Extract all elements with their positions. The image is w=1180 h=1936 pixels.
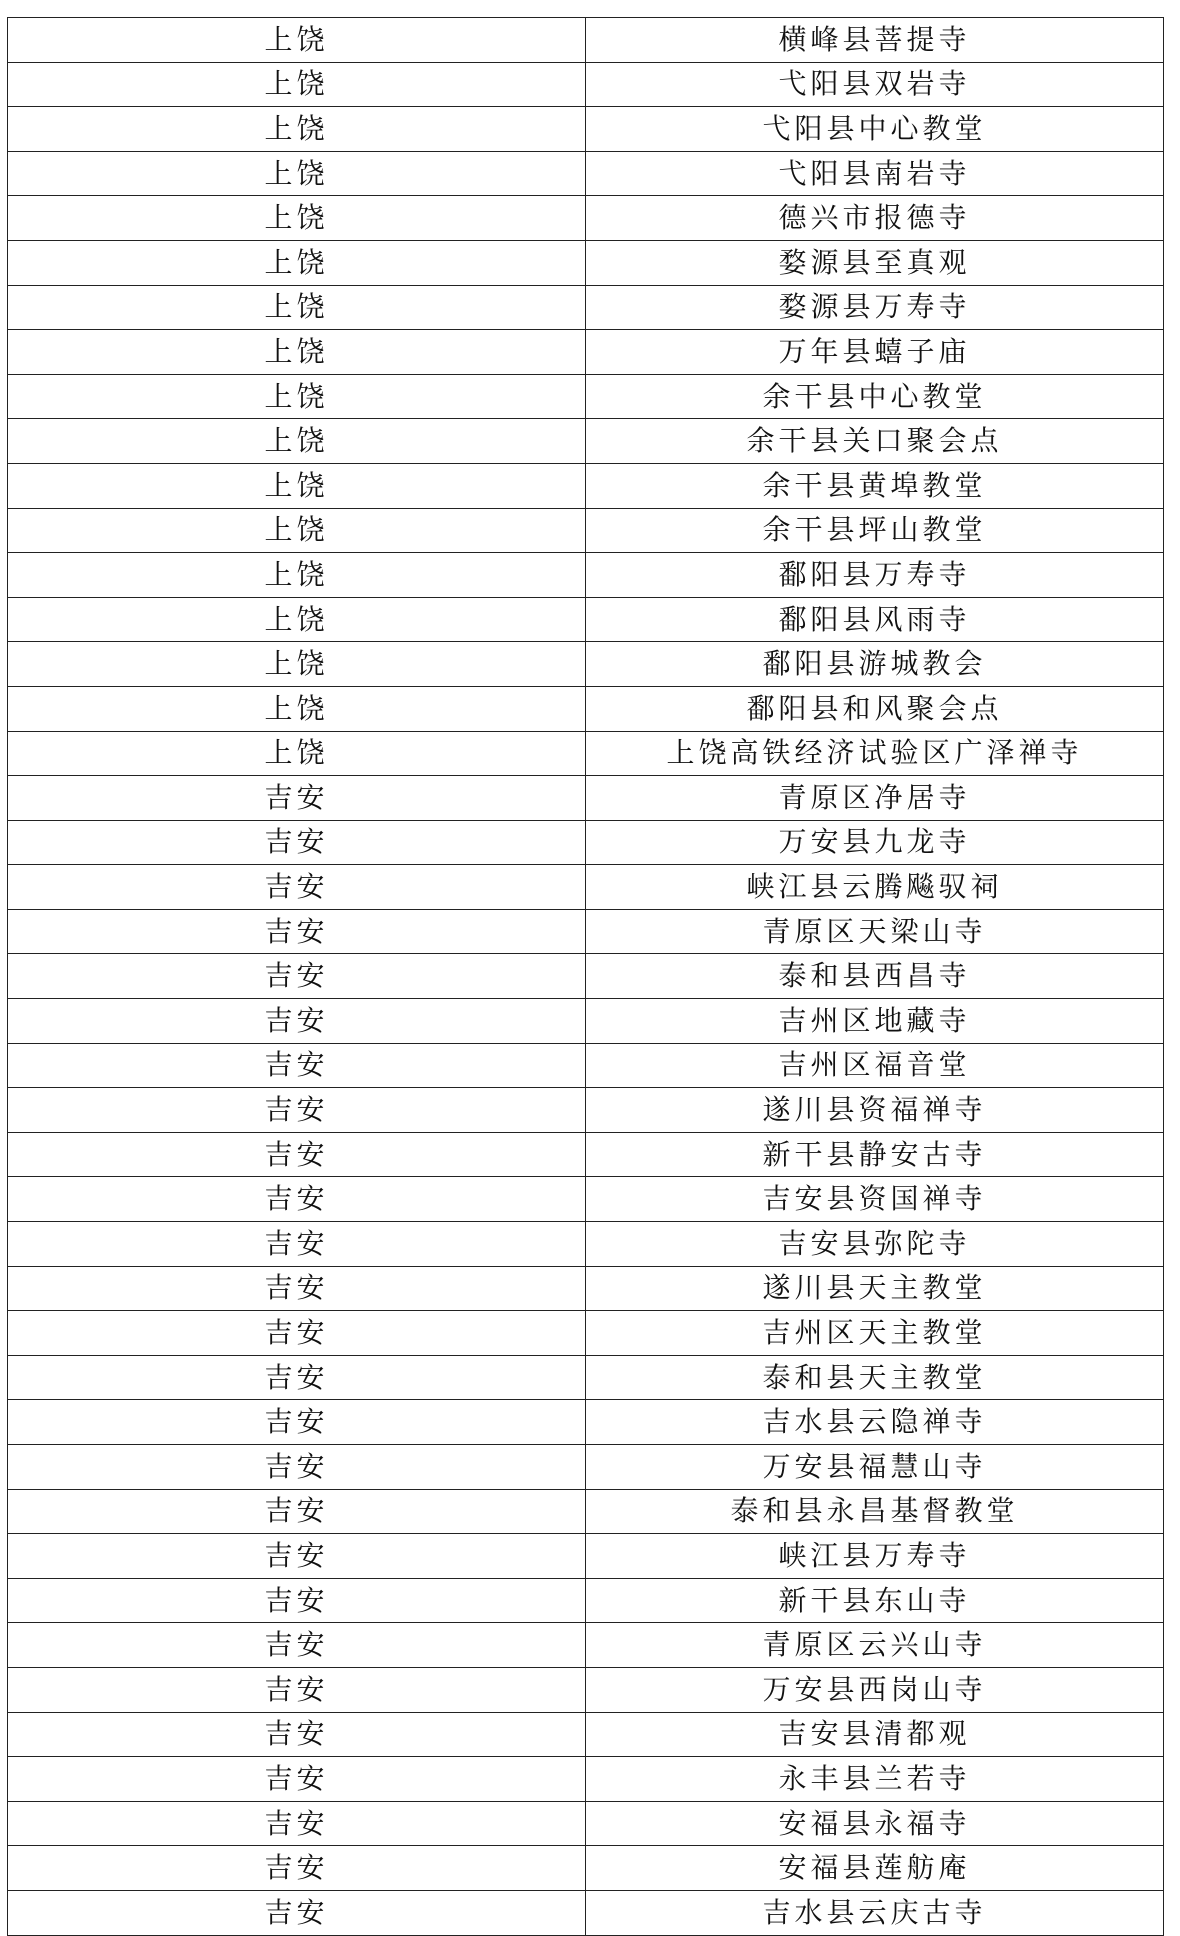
city-cell: 上饶 bbox=[8, 463, 586, 508]
place-cell: 吉州区福音堂 bbox=[586, 1043, 1164, 1088]
place-cell: 鄱阳县风雨寺 bbox=[586, 597, 1164, 642]
table-row bbox=[8, 1578, 1164, 1623]
place-cell: 泰和县天主教堂 bbox=[586, 1355, 1164, 1400]
table-row bbox=[8, 508, 1164, 553]
city-cell: 上饶 bbox=[8, 508, 586, 553]
table-row bbox=[8, 330, 1164, 375]
table-row bbox=[8, 954, 1164, 999]
table-row bbox=[8, 1311, 1164, 1356]
table-row bbox=[8, 1489, 1164, 1534]
table-row bbox=[8, 1667, 1164, 1712]
city-cell: 吉安 bbox=[8, 776, 586, 821]
place-cell: 永丰县兰若寺 bbox=[586, 1757, 1164, 1802]
table-row bbox=[8, 1088, 1164, 1133]
table-row bbox=[8, 1043, 1164, 1088]
place-cell: 鄱阳县万寿寺 bbox=[586, 553, 1164, 598]
place-cell: 吉安县弥陀寺 bbox=[586, 1222, 1164, 1267]
place-cell: 吉水县云隐禅寺 bbox=[586, 1400, 1164, 1445]
table-row bbox=[8, 285, 1164, 330]
city-cell: 上饶 bbox=[8, 731, 586, 776]
place-cell: 峡江县云腾飚驭祠 bbox=[586, 865, 1164, 910]
city-cell: 吉安 bbox=[8, 1311, 586, 1356]
table-row bbox=[8, 196, 1164, 241]
place-cell: 鄱阳县游城教会 bbox=[586, 642, 1164, 687]
city-cell: 吉安 bbox=[8, 1534, 586, 1579]
city-cell: 吉安 bbox=[8, 820, 586, 865]
city-cell: 上饶 bbox=[8, 151, 586, 196]
table-row bbox=[8, 1623, 1164, 1668]
place-cell: 新干县静安古寺 bbox=[586, 1132, 1164, 1177]
table-row bbox=[8, 642, 1164, 687]
place-cell: 横峰县菩提寺 bbox=[586, 18, 1164, 63]
city-cell: 吉安 bbox=[8, 865, 586, 910]
place-cell: 安福县永福寺 bbox=[586, 1801, 1164, 1846]
place-cell: 吉州区天主教堂 bbox=[586, 1311, 1164, 1356]
table-row bbox=[8, 999, 1164, 1044]
place-cell: 吉安县清都观 bbox=[586, 1712, 1164, 1757]
place-cell: 婺源县万寿寺 bbox=[586, 285, 1164, 330]
place-cell: 德兴市报德寺 bbox=[586, 196, 1164, 241]
place-cell: 上饶高铁经济试验区广泽禅寺 bbox=[586, 731, 1164, 776]
table-row bbox=[8, 374, 1164, 419]
table-row bbox=[8, 820, 1164, 865]
city-cell: 吉安 bbox=[8, 1890, 586, 1935]
city-cell: 吉安 bbox=[8, 1757, 586, 1802]
table-row bbox=[8, 1266, 1164, 1311]
city-cell: 吉安 bbox=[8, 1132, 586, 1177]
city-cell: 吉安 bbox=[8, 1489, 586, 1534]
table-row bbox=[8, 1400, 1164, 1445]
table-row bbox=[8, 686, 1164, 731]
table-row bbox=[8, 597, 1164, 642]
place-cell: 泰和县永昌基督教堂 bbox=[586, 1489, 1164, 1534]
place-cell: 青原区天梁山寺 bbox=[586, 909, 1164, 954]
city-cell: 上饶 bbox=[8, 330, 586, 375]
city-cell: 上饶 bbox=[8, 18, 586, 63]
city-cell: 吉安 bbox=[8, 1088, 586, 1133]
place-cell: 万安县福慧山寺 bbox=[586, 1445, 1164, 1490]
place-cell: 万安县九龙寺 bbox=[586, 820, 1164, 865]
place-cell: 安福县莲舫庵 bbox=[586, 1846, 1164, 1891]
city-cell: 吉安 bbox=[8, 1266, 586, 1311]
table-row bbox=[8, 776, 1164, 821]
city-cell: 上饶 bbox=[8, 419, 586, 464]
place-cell: 弋阳县双岩寺 bbox=[586, 62, 1164, 107]
city-cell: 吉安 bbox=[8, 999, 586, 1044]
city-cell: 吉安 bbox=[8, 1177, 586, 1222]
place-cell: 万年县蟢子庙 bbox=[586, 330, 1164, 375]
city-cell: 吉安 bbox=[8, 1801, 586, 1846]
table-row bbox=[8, 107, 1164, 152]
city-cell: 上饶 bbox=[8, 62, 586, 107]
table-row bbox=[8, 1801, 1164, 1846]
venue-table bbox=[7, 17, 1164, 1936]
table-row bbox=[8, 419, 1164, 464]
place-cell: 万安县西岗山寺 bbox=[586, 1667, 1164, 1712]
table-row bbox=[8, 463, 1164, 508]
table-row bbox=[8, 1355, 1164, 1400]
place-cell: 青原区净居寺 bbox=[586, 776, 1164, 821]
city-cell: 吉安 bbox=[8, 1712, 586, 1757]
table-row bbox=[8, 1177, 1164, 1222]
city-cell: 吉安 bbox=[8, 1623, 586, 1668]
place-cell: 弋阳县中心教堂 bbox=[586, 107, 1164, 152]
place-cell: 峡江县万寿寺 bbox=[586, 1534, 1164, 1579]
table-row bbox=[8, 731, 1164, 776]
city-cell: 上饶 bbox=[8, 374, 586, 419]
place-cell: 吉安县资国禅寺 bbox=[586, 1177, 1164, 1222]
table-row bbox=[8, 1445, 1164, 1490]
city-cell: 吉安 bbox=[8, 1578, 586, 1623]
city-cell: 上饶 bbox=[8, 196, 586, 241]
table-row bbox=[8, 1132, 1164, 1177]
city-cell: 上饶 bbox=[8, 285, 586, 330]
city-cell: 吉安 bbox=[8, 1355, 586, 1400]
city-cell: 上饶 bbox=[8, 597, 586, 642]
place-cell: 鄱阳县和风聚会点 bbox=[586, 686, 1164, 731]
table-row bbox=[8, 1846, 1164, 1891]
place-cell: 新干县东山寺 bbox=[586, 1578, 1164, 1623]
place-cell: 泰和县西昌寺 bbox=[586, 954, 1164, 999]
city-cell: 吉安 bbox=[8, 1667, 586, 1712]
city-cell: 吉安 bbox=[8, 1043, 586, 1088]
table-row bbox=[8, 909, 1164, 954]
city-cell: 吉安 bbox=[8, 909, 586, 954]
city-cell: 吉安 bbox=[8, 954, 586, 999]
place-cell: 婺源县至真观 bbox=[586, 240, 1164, 285]
place-cell: 弋阳县南岩寺 bbox=[586, 151, 1164, 196]
table-row bbox=[8, 1890, 1164, 1935]
place-cell: 青原区云兴山寺 bbox=[586, 1623, 1164, 1668]
place-cell: 余干县中心教堂 bbox=[586, 374, 1164, 419]
city-cell: 上饶 bbox=[8, 686, 586, 731]
table-row bbox=[8, 1757, 1164, 1802]
table-row bbox=[8, 240, 1164, 285]
place-cell: 遂川县天主教堂 bbox=[586, 1266, 1164, 1311]
place-cell: 遂川县资福禅寺 bbox=[586, 1088, 1164, 1133]
city-cell: 吉安 bbox=[8, 1846, 586, 1891]
city-cell: 吉安 bbox=[8, 1445, 586, 1490]
place-cell: 余干县关口聚会点 bbox=[586, 419, 1164, 464]
table-row bbox=[8, 18, 1164, 63]
table-row bbox=[8, 1712, 1164, 1757]
table-row bbox=[8, 62, 1164, 107]
city-cell: 上饶 bbox=[8, 642, 586, 687]
table-row bbox=[8, 1534, 1164, 1579]
city-cell: 上饶 bbox=[8, 240, 586, 285]
city-cell: 上饶 bbox=[8, 553, 586, 598]
table-row bbox=[8, 553, 1164, 598]
document-page bbox=[7, 17, 1163, 1936]
city-cell: 上饶 bbox=[8, 107, 586, 152]
table-row bbox=[8, 151, 1164, 196]
place-cell: 余干县黄埠教堂 bbox=[586, 463, 1164, 508]
place-cell: 吉水县云庆古寺 bbox=[586, 1890, 1164, 1935]
city-cell: 吉安 bbox=[8, 1400, 586, 1445]
table-row bbox=[8, 865, 1164, 910]
place-cell: 吉州区地藏寺 bbox=[586, 999, 1164, 1044]
table-row bbox=[8, 1222, 1164, 1267]
place-cell: 余干县坪山教堂 bbox=[586, 508, 1164, 553]
city-cell: 吉安 bbox=[8, 1222, 586, 1267]
venue-table-body bbox=[8, 18, 1164, 1936]
